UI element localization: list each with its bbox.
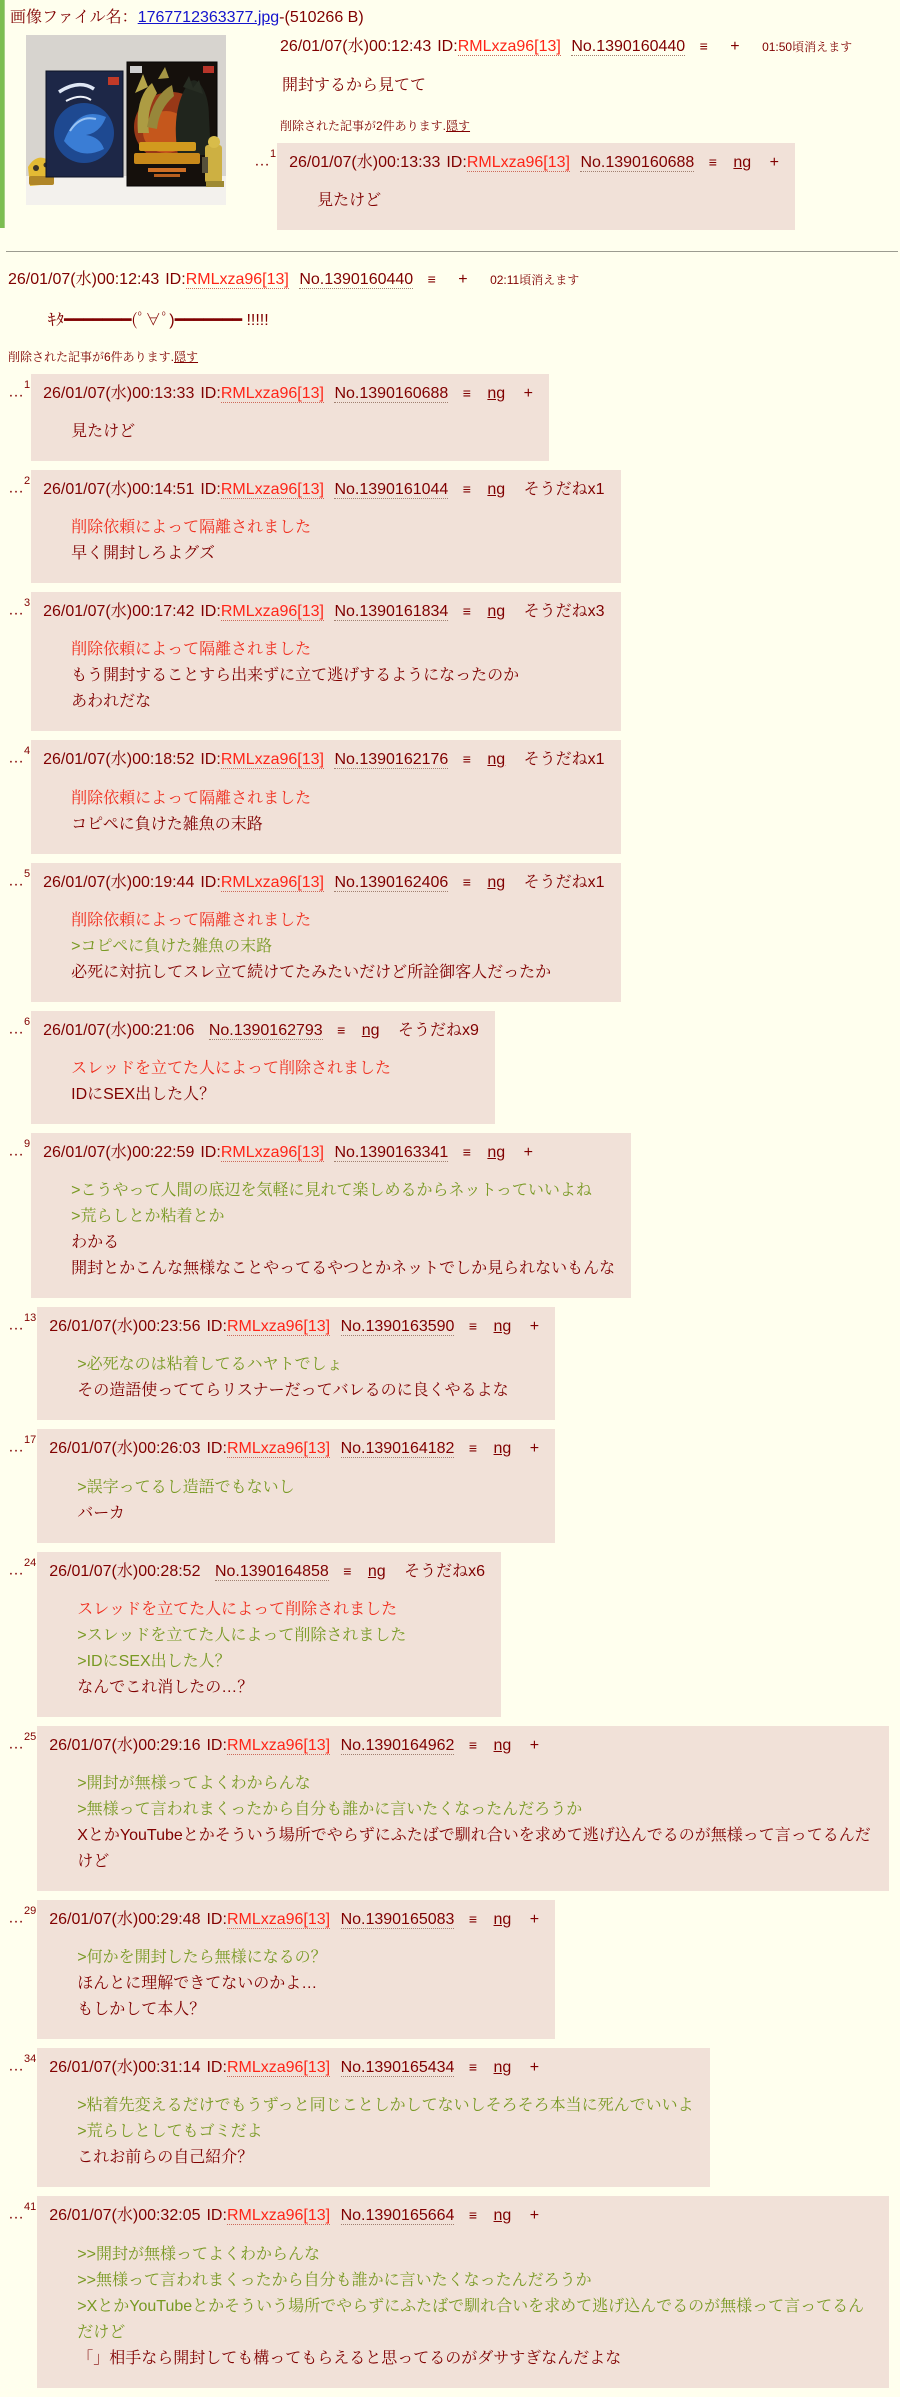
body-line: なんでこれ消したの…？ bbox=[77, 1678, 254, 1696]
poster-id[interactable]: RMLxza96[13] bbox=[220, 481, 324, 499]
post-number[interactable]: No.1390165434 bbox=[340, 2059, 455, 2077]
post-date: 26/01/07(水)00:31:14 bbox=[49, 2059, 201, 2077]
soudane-or-plus-button[interactable]: + bbox=[523, 384, 533, 402]
poster-id[interactable]: RMLxza96[13] bbox=[226, 1910, 331, 1928]
reply-index: 29 bbox=[24, 1904, 37, 1917]
reply-header bbox=[43, 748, 604, 771]
reply-index: 34 bbox=[24, 2053, 37, 2066]
reply-body bbox=[77, 1945, 539, 2023]
id-label: ID: bbox=[200, 751, 221, 769]
id-label: ID: bbox=[200, 1144, 221, 1162]
reply-header bbox=[49, 1560, 485, 1583]
body-line: バーカ bbox=[77, 1504, 125, 1522]
ng-link[interactable]: ng bbox=[487, 751, 506, 769]
reply-index: 3 bbox=[24, 597, 31, 610]
id-label: ID: bbox=[206, 2207, 227, 2225]
reply-body bbox=[77, 1475, 539, 1527]
poster-id[interactable]: RMLxza96[13] bbox=[466, 153, 570, 171]
image-file-link[interactable]: 1767712363377.jpg bbox=[137, 9, 280, 26]
reply-row bbox=[8, 470, 892, 583]
poster-id[interactable]: RMLxza96[13] bbox=[220, 751, 324, 769]
post-date: 26/01/07(水)00:13:33 bbox=[43, 384, 195, 402]
reply-header bbox=[43, 382, 533, 405]
reply-row bbox=[8, 1900, 892, 2039]
reply-marker[interactable]: …$^1$ bbox=[254, 147, 277, 170]
reply-post bbox=[37, 1307, 555, 1420]
poster-id[interactable]: RMLxza96[13] bbox=[220, 873, 324, 891]
soudane-or-plus-button[interactable]: そうだねx1 bbox=[523, 751, 605, 769]
reply-index: 5 bbox=[24, 867, 31, 880]
thread-divider bbox=[6, 251, 898, 252]
ng-link[interactable]: ng bbox=[487, 384, 506, 402]
post-menu-icon[interactable]: ≡ bbox=[462, 481, 471, 498]
reply-marker[interactable]: …$^{17}$ bbox=[8, 1434, 37, 1456]
reply-header bbox=[49, 1315, 539, 1338]
post-date: 26/01/07(水)00:19:44 bbox=[43, 873, 195, 891]
post-number[interactable]: No.1390165083 bbox=[340, 1910, 455, 1928]
ng-link[interactable]: ng bbox=[733, 153, 752, 171]
id-label: ID: bbox=[200, 384, 221, 402]
post-date: 26/01/07(水)00:21:06 bbox=[43, 1021, 195, 1039]
post-date: 26/01/07(水)00:32:05 bbox=[49, 2207, 201, 2225]
post-number[interactable]: No.1390164858 bbox=[214, 1562, 329, 1580]
body-line: >>開封が無様ってよくわからんな bbox=[77, 2245, 320, 2263]
reply-row bbox=[8, 1011, 892, 1124]
soudane-or-plus-button[interactable]: + bbox=[529, 1736, 540, 1754]
reply-header bbox=[49, 2056, 693, 2079]
post-date: 26/01/07(水)00:13:33 bbox=[289, 153, 441, 171]
reply-header bbox=[49, 1437, 539, 1460]
reply-body bbox=[77, 2093, 693, 2171]
id-label: ID: bbox=[206, 1440, 227, 1458]
reply-body bbox=[77, 2242, 873, 2372]
ng-link[interactable]: ng bbox=[361, 1021, 380, 1039]
reply-header bbox=[43, 1019, 479, 1042]
body-line: 開封とかこんな無様なことやってるやつとかネットでしか見られないもんな bbox=[71, 1260, 616, 1278]
soudane-or-plus-button[interactable]: そうだねx1 bbox=[523, 481, 605, 499]
reply-index: 9 bbox=[24, 1138, 31, 1151]
file-size: -(510266 B) bbox=[279, 9, 364, 26]
body-line: >スレッドを立てた人によって削除されました bbox=[77, 1626, 407, 1644]
op-body-ascii-art: ｷﾀ━━━━━━━(ﾟ∀ﾟ)━━━━━━━ !!!!! bbox=[48, 312, 269, 330]
preview-replies bbox=[254, 143, 892, 230]
body-line: >荒らしとしてもゴミだよ bbox=[77, 2123, 263, 2141]
reply-index: 1 bbox=[24, 378, 31, 391]
body-line: 見たけど bbox=[317, 192, 382, 210]
post-menu-icon[interactable]: ≡ bbox=[699, 38, 708, 55]
reply-body bbox=[71, 1178, 615, 1282]
reply-post bbox=[31, 1011, 495, 1124]
post-menu-icon[interactable]: ≡ bbox=[468, 1736, 478, 1753]
reply-body bbox=[71, 908, 604, 986]
reply-row bbox=[254, 143, 892, 230]
reply-marker[interactable]: …$^{24}$ bbox=[8, 1556, 37, 1578]
poster-id[interactable]: RMLxza96[13] bbox=[457, 38, 561, 56]
id-label: ID: bbox=[200, 873, 221, 891]
reply-index: 2 bbox=[24, 475, 31, 488]
reply-post bbox=[31, 470, 620, 583]
reply-header bbox=[49, 1908, 539, 1931]
file-label: 画像ファイル名： bbox=[10, 9, 138, 26]
body-line: ほんとに理解できてないのかよ… bbox=[77, 1975, 318, 1993]
id-label: ID: bbox=[165, 271, 186, 289]
soudane-or-plus-button[interactable]: + bbox=[523, 1144, 533, 1162]
id-label: ID: bbox=[206, 1736, 227, 1754]
reply-row bbox=[8, 1552, 892, 1717]
left-edge-green-bar bbox=[0, 0, 5, 228]
poster-id[interactable]: RMLxza96[13] bbox=[226, 2059, 331, 2077]
body-line: >>無様って言われまくったから自分も誰かに言いたくなったんだろうか bbox=[77, 2271, 592, 2289]
ng-link[interactable]: ng bbox=[493, 1440, 512, 1458]
poster-id[interactable]: RMLxza96[13] bbox=[220, 603, 324, 621]
poster-id[interactable]: RMLxza96[13] bbox=[220, 1144, 324, 1162]
reply-row bbox=[8, 2196, 892, 2387]
plus-button[interactable]: + bbox=[458, 271, 468, 289]
poster-id[interactable]: RMLxza96[13] bbox=[226, 1318, 331, 1336]
op-header bbox=[8, 268, 892, 291]
reply-row bbox=[8, 740, 892, 853]
expire-note: 02:11頃消えます bbox=[490, 273, 580, 288]
reply-body bbox=[317, 188, 779, 214]
body-line: >コピペに負けた雑魚の末路 bbox=[71, 937, 273, 955]
reply-body bbox=[71, 515, 604, 567]
hide-link[interactable]: 隠す bbox=[446, 118, 471, 133]
post-menu-icon[interactable]: ≡ bbox=[337, 1021, 346, 1038]
ng-link[interactable]: ng bbox=[493, 1736, 512, 1754]
id-label: ID: bbox=[200, 603, 221, 621]
soudane-or-plus-button[interactable]: そうだねx1 bbox=[523, 873, 605, 891]
post-number[interactable]: No.1390164182 bbox=[340, 1440, 455, 1458]
reply-post bbox=[31, 1133, 631, 1298]
post-date: 26/01/07(水)00:29:16 bbox=[49, 1736, 201, 1754]
reply-row bbox=[8, 592, 892, 731]
reply-header bbox=[289, 151, 779, 174]
post-menu-icon[interactable]: ≡ bbox=[462, 384, 471, 401]
hide-link[interactable]: 隠す bbox=[174, 349, 199, 364]
post-number[interactable]: No.1390165664 bbox=[340, 2207, 455, 2225]
reply-row bbox=[8, 1429, 892, 1542]
reply-index: 6 bbox=[24, 1015, 31, 1028]
reply-body bbox=[71, 1056, 479, 1108]
post-number[interactable]: No.1390160688 bbox=[580, 153, 695, 171]
deleted-notice bbox=[280, 118, 892, 135]
post-menu-icon[interactable]: ≡ bbox=[468, 1318, 478, 1335]
plus-button[interactable]: + bbox=[730, 38, 740, 56]
id-label: ID: bbox=[200, 481, 221, 499]
reply-marker[interactable]: …$^{25}$ bbox=[8, 1730, 37, 1753]
body-line: スレッドを立てた人によって削除されました bbox=[71, 1060, 391, 1078]
body-line: 削除依頼によって隔離されました bbox=[71, 911, 312, 929]
expire-note: 01:50頃消えます bbox=[762, 40, 853, 55]
post-date: 26/01/07(水)00:14:51 bbox=[43, 481, 195, 499]
reply-body bbox=[71, 786, 604, 838]
reply-marker[interactable]: …$^1$ bbox=[8, 378, 31, 401]
body-line: >無様って言われまくったから自分も誰かに言いたくなったんだろうか bbox=[77, 1800, 583, 1818]
reply-marker[interactable]: …$^9$ bbox=[8, 1138, 31, 1160]
reply-index: 1 bbox=[270, 147, 277, 160]
reply-post bbox=[31, 740, 620, 853]
reply-post bbox=[31, 863, 620, 1002]
post-number[interactable]: No.1390160440 bbox=[571, 38, 686, 56]
reply-marker[interactable]: …$^6$ bbox=[8, 1015, 31, 1038]
body-line: これお前らの自己紹介？ bbox=[77, 2149, 254, 2167]
post-number[interactable]: No.1390162406 bbox=[334, 873, 449, 891]
body-line: IDにSEX出した人？ bbox=[71, 1086, 216, 1104]
poster-id[interactable]: RMLxza96[13] bbox=[185, 271, 289, 289]
soudane-or-plus-button[interactable]: そうだねx3 bbox=[523, 603, 605, 621]
body-line: 削除依頼によって隔離されました bbox=[71, 519, 312, 537]
reply-marker[interactable]: …$^5$ bbox=[8, 867, 31, 889]
deleted-notice bbox=[8, 349, 892, 366]
replies-list bbox=[8, 374, 892, 2388]
post-menu-icon[interactable]: ≡ bbox=[468, 1910, 478, 1927]
soudane-or-plus-button[interactable]: + bbox=[529, 2059, 540, 2077]
reply-post bbox=[31, 374, 549, 461]
reply-index: 13 bbox=[24, 1312, 37, 1325]
ng-link[interactable]: ng bbox=[487, 1144, 506, 1162]
post-number[interactable]: No.1390162176 bbox=[334, 751, 449, 769]
reply-row bbox=[8, 2048, 892, 2187]
ng-link[interactable]: ng bbox=[493, 1910, 512, 1928]
post-number[interactable]: No.1390160688 bbox=[334, 384, 449, 402]
soudane-or-plus-button[interactable]: + bbox=[769, 153, 779, 171]
reply-marker[interactable]: …$^{13}$ bbox=[8, 1312, 37, 1334]
reply-index: 25 bbox=[24, 1730, 37, 1743]
reply-post bbox=[37, 1726, 889, 1891]
post-date: 26/01/07(水)00:29:48 bbox=[49, 1910, 201, 1928]
soudane-or-plus-button[interactable]: + bbox=[529, 2207, 540, 2225]
poster-id[interactable]: RMLxza96[13] bbox=[220, 384, 324, 402]
soudane-or-plus-button[interactable]: + bbox=[529, 1440, 540, 1458]
ng-link[interactable]: ng bbox=[493, 1318, 512, 1336]
poster-id[interactable]: RMLxza96[13] bbox=[226, 1736, 331, 1754]
post-menu-icon[interactable]: ≡ bbox=[462, 603, 471, 620]
ng-link[interactable]: ng bbox=[493, 2059, 512, 2077]
reply-marker[interactable]: …$^{29}$ bbox=[8, 1904, 37, 1927]
body-line: もしかして本人？ bbox=[77, 2001, 206, 2019]
body-line: わかる bbox=[71, 1234, 120, 1252]
reply-row bbox=[8, 1133, 892, 1298]
post-menu-icon[interactable]: ≡ bbox=[462, 751, 471, 768]
body-line: スレッドを立てた人によって削除されました bbox=[77, 1600, 398, 1618]
post-menu-icon[interactable]: ≡ bbox=[708, 153, 717, 170]
post-number[interactable]: No.1390162793 bbox=[208, 1021, 323, 1039]
file-info-line bbox=[0, 0, 900, 31]
post-number[interactable]: No.1390164962 bbox=[340, 1736, 455, 1754]
thread-section bbox=[0, 262, 900, 2387]
id-label: ID: bbox=[206, 1910, 227, 1928]
body-line: >XとかYouTubeとかそういう場所でやらずにふたばで馴れ合いを求めて逃げ込んでるのが無様って言ってるんだけど bbox=[77, 2297, 865, 2341]
reply-post bbox=[37, 1552, 501, 1717]
body-line: >荒らしとか粘着とか bbox=[71, 1208, 225, 1226]
ng-link[interactable]: ng bbox=[487, 603, 506, 621]
id-label: ID: bbox=[206, 2059, 227, 2077]
reply-row bbox=[8, 374, 892, 461]
reply-header bbox=[43, 478, 604, 501]
post-date: 26/01/07(水)00:22:59 bbox=[43, 1144, 195, 1162]
soudane-or-plus-button[interactable]: + bbox=[529, 1318, 540, 1336]
post-date: 26/01/07(水)00:12:43 bbox=[8, 271, 160, 289]
body-line: その造語使っててらリスナーだってバレるのに良くやるよな bbox=[77, 1382, 509, 1400]
reply-post bbox=[37, 1900, 555, 2039]
op-preview-header bbox=[280, 35, 892, 58]
reply-post bbox=[277, 143, 795, 230]
reply-header bbox=[49, 1734, 873, 1757]
post-menu-icon[interactable]: ≡ bbox=[468, 2207, 478, 2224]
reply-body bbox=[71, 637, 604, 715]
post-menu-icon[interactable]: ≡ bbox=[462, 1144, 471, 1161]
reply-marker[interactable]: …$^3$ bbox=[8, 597, 31, 619]
post-number[interactable]: No.1390163341 bbox=[334, 1144, 449, 1162]
id-label: ID: bbox=[437, 38, 458, 56]
id-label: ID: bbox=[206, 1318, 227, 1336]
post-number[interactable]: No.1390160440 bbox=[299, 271, 414, 289]
reply-index: 17 bbox=[24, 1434, 37, 1447]
reply-marker[interactable]: …$^{34}$ bbox=[8, 2053, 37, 2075]
deleted-notice-text: 削除された記事が6件あります. bbox=[8, 349, 175, 364]
soudane-or-plus-button[interactable]: + bbox=[529, 1910, 540, 1928]
post-date: 26/01/07(水)00:26:03 bbox=[49, 1440, 201, 1458]
soudane-or-plus-button[interactable]: そうだねx9 bbox=[398, 1021, 479, 1039]
reply-body bbox=[71, 419, 533, 445]
reply-post bbox=[31, 592, 620, 731]
reply-header bbox=[49, 2204, 873, 2227]
body-line: もう開封することすら出来ずに立て逃げするようになったのか bbox=[71, 667, 520, 685]
ng-link[interactable]: ng bbox=[487, 873, 506, 891]
body-line: 見たけど bbox=[71, 423, 136, 441]
reply-index: 24 bbox=[24, 1556, 37, 1569]
body-line: >こうやって人間の底辺を気軽に見れて楽しめるからネットっていいよね bbox=[71, 1182, 592, 1200]
reply-body bbox=[77, 1597, 485, 1701]
reply-row bbox=[8, 1307, 892, 1420]
post-menu-icon[interactable]: ≡ bbox=[462, 873, 471, 890]
post-menu-icon[interactable]: ≡ bbox=[468, 2059, 478, 2076]
reply-row bbox=[8, 1726, 892, 1891]
deleted-notice-text: 削除された記事が2件あります. bbox=[280, 118, 447, 133]
reply-header bbox=[43, 600, 604, 623]
body-line: 必死に対抗してスレ立て続けてたみたいだけど所詮御客人だったか bbox=[71, 963, 552, 981]
post-date: 26/01/07(水)00:17:42 bbox=[43, 603, 195, 621]
reply-body bbox=[77, 1352, 539, 1404]
reply-header bbox=[43, 1141, 615, 1164]
ng-link[interactable]: ng bbox=[367, 1562, 386, 1580]
body-line: >何かを開封したら無様になるの？ bbox=[77, 1949, 327, 1967]
thread-thumbnail[interactable] bbox=[26, 35, 226, 205]
body-line: あわれだな bbox=[71, 693, 152, 711]
post-date: 26/01/07(水)00:12:43 bbox=[280, 38, 432, 56]
body-line: >誤字ってるし造語でもないし bbox=[77, 1478, 295, 1496]
body-line: 早く開封しろよグズ bbox=[71, 545, 215, 563]
body-line: >必死なのは粘着してるハヤトでしょ bbox=[77, 1356, 343, 1374]
ng-link[interactable]: ng bbox=[487, 481, 506, 499]
body-line: XとかYouTubeとかそういう場所でやらずにふたばで馴れ合いを求めて逃げ込んでるのが無様って言ってるんだけど bbox=[77, 1826, 871, 1870]
body-line: >開封が無様ってよくわからんな bbox=[77, 1774, 311, 1792]
reply-header bbox=[43, 871, 604, 894]
post-date: 26/01/07(水)00:28:52 bbox=[49, 1562, 201, 1580]
post-menu-icon[interactable]: ≡ bbox=[468, 1440, 478, 1457]
thread-preview-section bbox=[0, 31, 900, 243]
reply-body bbox=[77, 1771, 873, 1875]
post-number[interactable]: No.1390161044 bbox=[334, 481, 449, 499]
reply-index: 41 bbox=[24, 2201, 37, 2214]
soudane-or-plus-button[interactable]: そうだねx6 bbox=[404, 1562, 486, 1580]
post-menu-icon[interactable]: ≡ bbox=[427, 271, 436, 288]
reply-marker[interactable]: …$^2$ bbox=[8, 475, 31, 497]
poster-id[interactable]: RMLxza96[13] bbox=[226, 1440, 331, 1458]
post-date: 26/01/07(水)00:23:56 bbox=[49, 1318, 201, 1336]
ng-link[interactable]: ng bbox=[493, 2207, 512, 2225]
reply-post bbox=[37, 2048, 709, 2187]
poster-id[interactable]: RMLxza96[13] bbox=[226, 2207, 331, 2225]
post-date: 26/01/07(水)00:18:52 bbox=[43, 751, 195, 769]
post-menu-icon[interactable]: ≡ bbox=[343, 1562, 352, 1579]
body-line: >粘着先変えるだけでもうずっと同じことしかしてないしそろそろ本当に死んでいいよ bbox=[77, 2097, 694, 2115]
reply-index: 4 bbox=[24, 745, 31, 758]
post-number[interactable]: No.1390163590 bbox=[340, 1318, 455, 1336]
op-body: 開封するから見てて bbox=[282, 77, 427, 95]
body-line: 削除依頼によって隔離されました bbox=[71, 641, 312, 659]
reply-row bbox=[8, 863, 892, 1002]
body-line: 削除依頼によって隔離されました bbox=[71, 789, 312, 807]
id-label: ID: bbox=[446, 153, 467, 171]
body-line: コピペに負けた雑魚の末路 bbox=[71, 815, 263, 833]
reply-post bbox=[37, 2196, 889, 2387]
reply-marker[interactable]: …$^{41}$ bbox=[8, 2201, 37, 2223]
reply-post bbox=[37, 1429, 555, 1542]
thumbnail-image bbox=[26, 35, 226, 205]
body-line: >IDにSEX出した人？ bbox=[77, 1652, 231, 1670]
post-number[interactable]: No.1390161834 bbox=[334, 603, 449, 621]
reply-marker[interactable]: …$^4$ bbox=[8, 745, 31, 767]
body-line: 「」相手なら開封しても構ってもらえると思ってるのがダサすぎなんだよな bbox=[77, 2349, 622, 2367]
